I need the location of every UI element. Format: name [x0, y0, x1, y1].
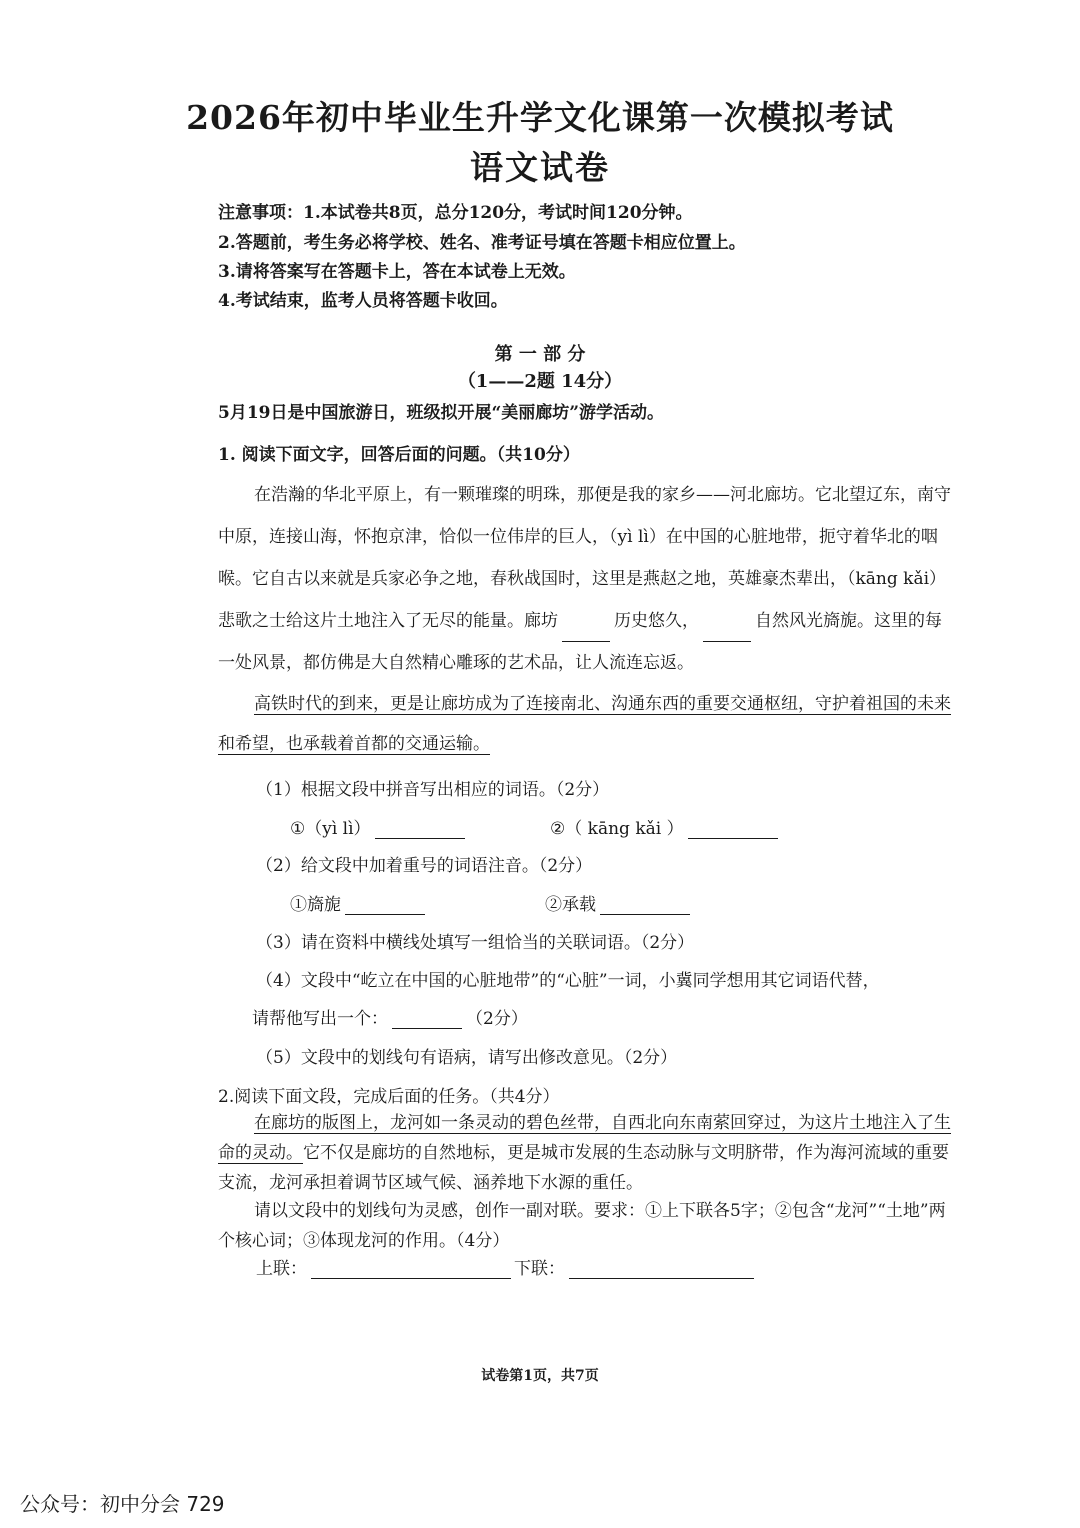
- exam-title: 2026年初中毕业生升学文化课第一次模拟考试: [186, 98, 894, 137]
- answer-blank-1b[interactable]: [688, 820, 778, 839]
- q1-sub-1-a-label: ①（yì lì）: [290, 819, 371, 839]
- q1-paragraph-1-a: 在浩瀚的华北平原上，有一颗璀璨的明珠，那便是我的家乡——河北廊坊。它北望辽东，南守中原，连接山海，怀抱京津，恰似一位伟岸的巨人，（yì lì）在中国的心脏地带，扼守着华北的咽喉。它自古以来就是兵家必争之地，春秋战国时，这里是燕赵之地，英雄豪杰辈出，（kāng kǎi）悲歌之士给这片土地注入了无尽的能量。廊坊: [218, 485, 951, 631]
- q1-sub-2-a: [290, 890, 429, 915]
- q1-sub-1-b: [550, 814, 782, 839]
- couplet-upper: [256, 1254, 515, 1279]
- q1-sub-2: （2）给文段中加着重号的词语注音。（2分）: [256, 856, 593, 876]
- part-title: 第 一 部 分: [494, 344, 586, 365]
- notice-line-3: 3.请将答案写在答题卡上，答在本试卷上无效。: [218, 262, 576, 282]
- couplet-upper-blank[interactable]: [311, 1260, 511, 1279]
- answer-blank-4[interactable]: [392, 1010, 462, 1029]
- couplet-lower-blank[interactable]: [569, 1260, 754, 1279]
- q1-underlined-sentence: 高铁时代的到来，更是让廊坊成为了连接南北、沟通东西的重要交通枢纽，守护着祖国的未来和希望，也承载着首都的交通运输。: [218, 694, 951, 754]
- blank-2: [703, 623, 751, 642]
- q1-paragraph-1: [218, 474, 953, 684]
- couplet-upper-label: 上联：: [256, 1259, 307, 1279]
- notice-line-2: 2.答题前，考生务必将学校、姓名、准考证号填在答题卡相应位置上。: [218, 233, 746, 253]
- q2-stem: 2.阅读下面文段，完成后面的任务。（共4分）: [218, 1087, 560, 1107]
- q2-paragraph: [218, 1108, 953, 1198]
- q1-sub-2-a-label: ①旖旎: [290, 895, 341, 915]
- q1-paragraph-1-c: 自然风光旖旎。这里的每一处风景，都仿佛是大自然精心雕琢的艺术品，让人流连忘返。: [218, 611, 942, 673]
- watermark: 公众号：初中分会 729: [20, 1492, 225, 1516]
- q1-sub-5: （5）文段中的划线句有语病，请写出修改意见。（2分）: [256, 1048, 678, 1068]
- q2-paragraph-rest: 它不仅是廊坊的自然地标，更是城市发展的生态动脉与文明脐带，作为海河流域的重要支流，龙河承担着调节区域气候、涵养地下水源的重任。: [218, 1143, 949, 1193]
- notice-line-4: 4.考试结束，监考人员将答题卡收回。: [218, 291, 508, 311]
- q1-sub-4-prompt: 请帮他写出一个：: [252, 1009, 388, 1029]
- blank-1: [562, 623, 610, 642]
- q1-sub-1-a: [290, 814, 469, 839]
- q1-sub-2-b: [545, 890, 694, 915]
- q1-paragraph-1-b: 历史悠久，: [614, 611, 699, 631]
- q2-underlined-sentence: 在廊坊的版图上，龙河如一条灵动的碧色丝带，自西北向东南萦回穿过，为这片土地注入了生命的灵动。: [218, 1113, 951, 1163]
- q1-stem: 1. 阅读下面文字，回答后面的问题。（共10分）: [218, 445, 580, 465]
- exam-subtitle: 语文试卷: [470, 148, 610, 187]
- part-range: （1——2题 14分）: [457, 371, 623, 392]
- q1-sub-4-line-1: （4）文段中“屹立在中国的心脏地带”的“心脏”一词，小冀同学想用其它词语代替，: [256, 971, 880, 991]
- page-footer: 试卷第1页，共7页: [481, 1368, 599, 1384]
- notice-line-1: 注意事项：1.本试卷共8页，总分120分，考试时间120分钟。: [218, 203, 693, 223]
- q2-task: 请以文段中的划线句为灵感，创作一副对联。要求：①上下联各5字；②包含“龙河”“土地”两个核心词；③体现龙河的作用。（4分）: [218, 1201, 946, 1251]
- part-intro: 5月19日是中国旅游日，班级拟开展“美丽廊坊”游学活动。: [218, 403, 665, 423]
- q1-sub-1-b-label: ②（ kāng kǎi ）: [550, 819, 684, 839]
- answer-blank-1a[interactable]: [375, 820, 465, 839]
- q1-sub-2-b-label: ②承载: [545, 895, 596, 915]
- q1-sub-4-score: （2分）: [466, 1009, 528, 1029]
- couplet-lower-label: 下联：: [514, 1259, 565, 1279]
- q1-sub-3: （3）请在资料中横线处填写一组恰当的关联词语。（2分）: [256, 933, 695, 953]
- q1-sub-1: （1）根据文段中拼音写出相应的词语。（2分）: [256, 780, 610, 800]
- couplet-lower: [514, 1254, 758, 1279]
- answer-blank-2a[interactable]: [345, 896, 425, 915]
- q1-sub-4-line-2: [252, 1004, 528, 1029]
- answer-blank-2b[interactable]: [600, 896, 690, 915]
